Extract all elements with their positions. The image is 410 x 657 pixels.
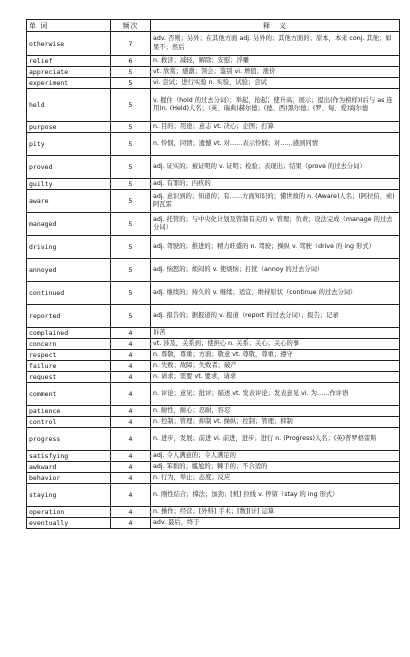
- definition-cell: v. 握住（hold 的过去分词）；举起，抬起；使升高；展示；提出(作为榜样)(后与 as 连用)n. (Held)人名；（英、瑞典)赫尔德；(德、西)黑尔德；(罗、匈、爱)海尔德: [151, 89, 400, 122]
- table-row: [27, 328, 400, 339]
- vocabulary-table: [26, 19, 400, 529]
- definition-cell: adj. 托管的；与中央化计划及管制有关的 v. 管理；负责；设法完成（manage 的过去分词）: [151, 213, 400, 236]
- definition-cell: adj. 意识到的；知道的；有……方面知识的；懂世故的 n. (Aware)人名；(阿拉伯、索)阿瓦雷: [151, 190, 400, 213]
- frequency-cell: 5: [111, 305, 151, 328]
- definition-cell: adv. 最后，终于: [151, 518, 400, 529]
- frequency-cell: 5: [111, 122, 151, 133]
- word-cell: request: [27, 372, 111, 383]
- table-row: [27, 383, 400, 406]
- header-frequency: 频次: [111, 20, 151, 32]
- definition-cell: n. 刚性结合；撑法；加劲；[机] 拉线 v. 停留（stay 的 ing 形式）: [151, 484, 400, 507]
- word-cell: annoyed: [27, 259, 111, 282]
- frequency-cell: 5: [111, 236, 151, 259]
- definition-cell: adj. 继续的；持久的 v. 继续；适宜；维持原状（continue 的过去分词）: [151, 282, 400, 305]
- table-row: [27, 179, 400, 190]
- table-row: [27, 518, 400, 529]
- frequency-cell: 5: [111, 190, 151, 213]
- word-cell: operation: [27, 507, 111, 518]
- table-row: [27, 89, 400, 122]
- definition-cell: n. 救济；减轻，解除；安慰；浮雕: [151, 56, 400, 67]
- table-row: [27, 507, 400, 518]
- definition-cell: adj. 笨拙的；尴尬的；棘手的；不合适的: [151, 462, 400, 473]
- frequency-cell: 5: [111, 133, 151, 156]
- table-row: [27, 406, 400, 417]
- frequency-cell: 4: [111, 518, 151, 529]
- table-row: [27, 339, 400, 350]
- table-row: [27, 462, 400, 473]
- table-header-row: [27, 20, 400, 32]
- table-row: [27, 67, 400, 78]
- definition-cell: adj. 恼怒的；烦闷的 v. 使烦恼；打扰（annoy 的过去分词）: [151, 259, 400, 282]
- frequency-cell: 5: [111, 67, 151, 78]
- definition-cell: n. 评论；意见；批评；描述 vt. 发表评论；发表意见 vi. 为……作评语: [151, 383, 400, 406]
- table-row: [27, 451, 400, 462]
- table-row: [27, 372, 400, 383]
- table-row: [27, 122, 400, 133]
- word-cell: complained: [27, 328, 111, 339]
- frequency-cell: 4: [111, 451, 151, 462]
- definition-cell: vt. 欣赏；感激；领会；鉴别 vi. 增值；涨价: [151, 67, 400, 78]
- definition-cell: n. 尊敬，尊重；方面；敬意 vt. 尊敬，尊重；遵守: [151, 350, 400, 361]
- word-cell: aware: [27, 190, 111, 213]
- table-row: [27, 428, 400, 451]
- word-cell: awkward: [27, 462, 111, 473]
- definition-cell: n. 操作；经营；[外科] 手术；[数][计] 运算: [151, 507, 400, 518]
- frequency-cell: 4: [111, 339, 151, 350]
- word-cell: pity: [27, 133, 111, 156]
- table-row: [27, 484, 400, 507]
- frequency-cell: 4: [111, 350, 151, 361]
- table-row: [27, 213, 400, 236]
- frequency-cell: 4: [111, 507, 151, 518]
- word-cell: managed: [27, 213, 111, 236]
- word-cell: relief: [27, 56, 111, 67]
- word-cell: satisfying: [27, 451, 111, 462]
- table-row: [27, 361, 400, 372]
- definition-cell: n. 进步，发展；前进 vi. 前进，进步；进行 n. (Progress)人名；(英)普罗格雷斯: [151, 428, 400, 451]
- frequency-cell: 4: [111, 383, 151, 406]
- word-cell: patience: [27, 406, 111, 417]
- frequency-cell: 4: [111, 473, 151, 484]
- word-cell: held: [27, 89, 111, 122]
- frequency-cell: 4: [111, 484, 151, 507]
- frequency-cell: 5: [111, 259, 151, 282]
- table-row: [27, 32, 400, 56]
- definition-cell: n. 行为，举止；态度；反应: [151, 473, 400, 484]
- frequency-cell: 4: [111, 361, 151, 372]
- word-cell: failure: [27, 361, 111, 372]
- word-cell: driving: [27, 236, 111, 259]
- frequency-cell: 5: [111, 213, 151, 236]
- word-cell: continued: [27, 282, 111, 305]
- table-row: [27, 78, 400, 89]
- definition-cell: n. 控制；管理；抑制 vt. 操纵；控制；管理；抑制: [151, 417, 400, 428]
- table-row: [27, 350, 400, 361]
- definition-cell: vt. 涉及，关系到；使担心 n. 关系；关心；关心的事: [151, 339, 400, 350]
- definition-cell: n. 失败；故障；失败者；破产: [151, 361, 400, 372]
- frequency-cell: 5: [111, 282, 151, 305]
- word-cell: guilty: [27, 179, 111, 190]
- word-cell: respect: [27, 350, 111, 361]
- definition-cell: vi. 尝试；进行实验 n. 实验，试验；尝试: [151, 78, 400, 89]
- word-cell: comment: [27, 383, 111, 406]
- definition-cell: adj. 有罪的；内疚的: [151, 179, 400, 190]
- frequency-cell: 6: [111, 56, 151, 67]
- definition-cell: n. 耐性，耐心；忍耐，容忍: [151, 406, 400, 417]
- word-cell: proved: [27, 156, 111, 179]
- definition-cell: adj. 报告的；据报道的 v. 报道（report 的过去分词）；报告；记录: [151, 305, 400, 328]
- definition-cell: adj. 驾驶的；推进的；精力旺盛的 n. 驾驶；操纵 v. 驾驶（drive 的 ing 形式）: [151, 236, 400, 259]
- frequency-cell: 5: [111, 179, 151, 190]
- word-cell: eventually: [27, 518, 111, 529]
- definition-cell: n. 目的；用途；意志 vt. 决心；企图；打算: [151, 122, 400, 133]
- word-cell: concern: [27, 339, 111, 350]
- table-row: [27, 133, 400, 156]
- frequency-cell: 5: [111, 78, 151, 89]
- frequency-cell: 4: [111, 328, 151, 339]
- table-row: [27, 156, 400, 179]
- word-cell: progress: [27, 428, 111, 451]
- table-row: [27, 236, 400, 259]
- table-row: [27, 417, 400, 428]
- table-row: [27, 305, 400, 328]
- definition-cell: adv. 否则；另外；在其他方面 adj. 另外的；其他方面的；原本，本来 conj. 其他；如果不；然后: [151, 32, 400, 56]
- word-cell: appreciate: [27, 67, 111, 78]
- frequency-cell: 7: [111, 32, 151, 56]
- table-row: [27, 259, 400, 282]
- header-word: 单 词: [27, 20, 111, 32]
- frequency-cell: 4: [111, 462, 151, 473]
- frequency-cell: 5: [111, 89, 151, 122]
- table-row: [27, 190, 400, 213]
- word-cell: experiment: [27, 78, 111, 89]
- frequency-cell: 4: [111, 417, 151, 428]
- frequency-cell: 4: [111, 428, 151, 451]
- word-cell: control: [27, 417, 111, 428]
- table-row: [27, 282, 400, 305]
- frequency-cell: 5: [111, 156, 151, 179]
- definition-cell: adj. 令人满意的；令人满足的: [151, 451, 400, 462]
- header-definition: 释 义: [151, 20, 400, 32]
- table-row: [27, 473, 400, 484]
- definition-cell: n. 怜悯，同情；遗憾 vt. 对……表示怜悯；对……感到同情: [151, 133, 400, 156]
- table-row: [27, 56, 400, 67]
- definition-cell: n. 请求；需要 vt. 要求，请求: [151, 372, 400, 383]
- word-cell: staying: [27, 484, 111, 507]
- frequency-cell: 4: [111, 406, 151, 417]
- word-cell: reported: [27, 305, 111, 328]
- word-cell: behavior: [27, 473, 111, 484]
- word-cell: purpose: [27, 122, 111, 133]
- definition-cell: adj. 证实的；被证明的 v. 证明；检验；表现出；结果（prove 的过去分词）: [151, 156, 400, 179]
- word-cell: otherwise: [27, 32, 111, 56]
- frequency-cell: 4: [111, 372, 151, 383]
- definition-cell: 诉苦: [151, 328, 400, 339]
